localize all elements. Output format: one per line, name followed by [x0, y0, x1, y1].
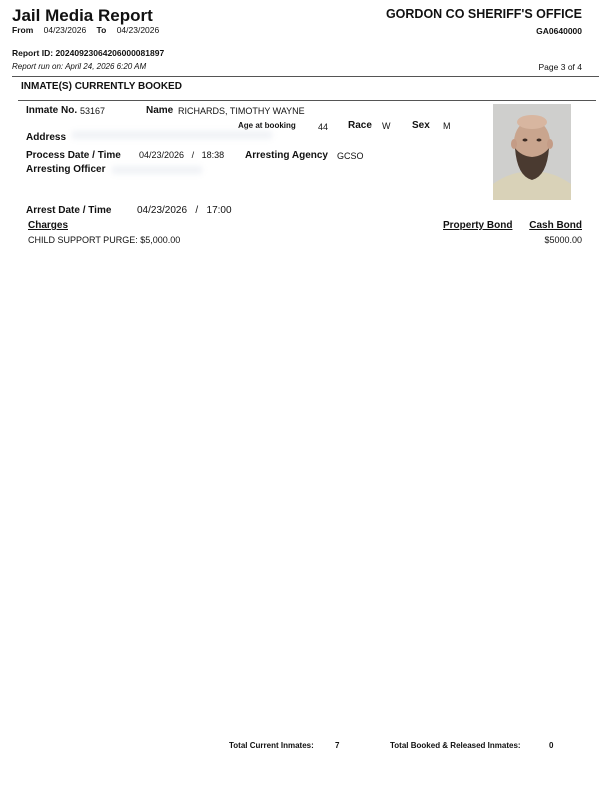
process-datetime [139, 150, 224, 160]
inmate-age: 44 [318, 122, 329, 132]
arresting-agency: GCSO [337, 151, 364, 161]
agency-name: GORDON CO SHERIFF'S OFFICE [385, 7, 582, 21]
inmate-photo-image [493, 104, 571, 200]
process-time: 18:38 [201, 150, 225, 160]
to-label: To [96, 25, 107, 35]
agency-ori: GA0640000 [536, 26, 582, 36]
from-label: From [12, 25, 34, 35]
date-range [12, 25, 167, 35]
report-title: Jail Media Report [12, 6, 153, 25]
age-label: Age at booking [238, 121, 296, 130]
arrest-separator: / [195, 205, 199, 216]
process-date: 04/23/2026 [139, 150, 185, 160]
inmate-photo [493, 104, 571, 200]
to-date: 04/23/2026 [116, 25, 160, 35]
cash-bond-header: Cash Bond [529, 220, 582, 231]
total-current-value: 7 [335, 741, 340, 750]
section-divider [18, 100, 596, 101]
section-title: INMATE(S) CURRENTLY BOOKED [21, 81, 182, 92]
from-date: 04/23/2026 [43, 25, 87, 35]
inmate-sex: M [443, 121, 451, 131]
arresting-officer-label: Arresting Officer [26, 164, 106, 175]
redacted-officer [112, 166, 202, 174]
charge-cash-bond: $5000.00 [544, 235, 582, 245]
property-bond-header: Property Bond [443, 220, 513, 231]
arrest-date: 04/23/2026 [137, 205, 188, 216]
charges-header: Charges [28, 220, 69, 231]
page-number: Page 3 of 4 [538, 62, 582, 72]
report-run-on: Report run on: April 24, 2026 6:20 AM [12, 62, 147, 71]
charge-description: CHILD SUPPORT PURGE: $5,000.00 [28, 235, 181, 245]
inmate-no: 53167 [80, 106, 106, 116]
total-booked-value: 0 [549, 741, 554, 750]
redacted-address [72, 131, 272, 139]
total-current-label: Total Current Inmates: [229, 741, 314, 750]
inmate-race: W [382, 121, 391, 131]
name-label: Name [146, 105, 174, 116]
header-divider [12, 76, 599, 77]
process-separator: / [191, 150, 195, 160]
arrest-time: 17:00 [206, 205, 232, 216]
inmate-no-label: Inmate No. [26, 105, 78, 116]
process-label: Process Date / Time [26, 150, 121, 161]
address-label: Address [26, 132, 67, 143]
arresting-agency-label: Arresting Agency [245, 150, 328, 161]
arrest-datetime [137, 205, 232, 216]
inmate-name: RICHARDS, TIMOTHY WAYNE [178, 106, 305, 116]
total-booked-label: Total Booked & Released Inmates: [390, 741, 521, 750]
sex-label: Sex [412, 120, 430, 131]
race-label: Race [348, 120, 372, 131]
report-id: Report ID: 20240923064206000081897 [12, 48, 165, 58]
arrest-label: Arrest Date / Time [26, 205, 112, 216]
